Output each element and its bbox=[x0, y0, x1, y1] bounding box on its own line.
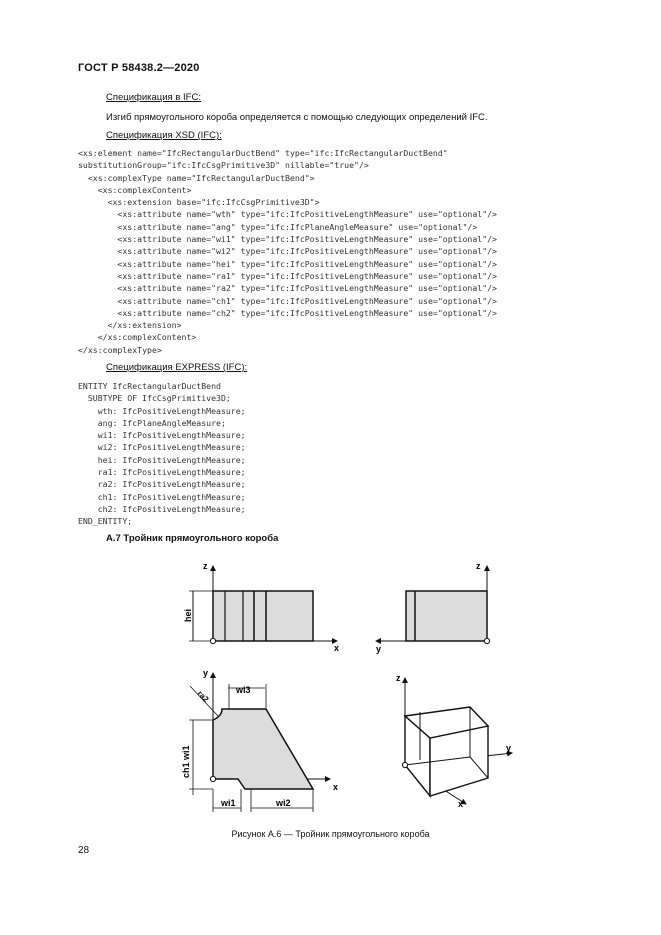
ra2-label: ra2 bbox=[195, 689, 211, 704]
xsd-code-block: <xs:element name="IfcRectangularDuctBend" type="ifc:IfcRectangularDuctBend" substitutionGroup="ifc:IfcCsgPrimitive3D" nillable="true"/> <xs:complexType name="IfcRectangularDuctBend"> <xs:complexContent> <xs:extension base="ifc:IfcCsgPrimitive3D"> <xs:attribute name="wth" type="ifc:IfcPositiveLengthMeasure" use="optional"/> <xs:attribute name="ang" type="ifc:IfcPlaneAngleMeasure" use="optional"/> <xs:attribute name="wi1" type="ifc:IfcPositiveLengthMeasure" use="optional"/> <xs:attribute name="wi2" type="ifc:IfcPositiveLengthMeasure" use="optional"/> <xs:attribute name="hei" type="ifc:IfcPositiveLengthMeasure" use="optional"/> <xs:attribute name="ra1" type="ifc:IfcPositiveLengthMeasure" use="optional"/> <xs:attribute name="ra2" type="ifc:IfcPositiveLengthMeasure" use="optional"/> <xs:attribute name="ch1" type="ifc:IfcPositiveLengthMeasure" use="optional"/> <xs:attribute name="ch2" type="ifc:IfcPositiveLengthMeasure" use="optional"/> </xs:extension> </xs:complexContent> </xs:complexType> bbox=[78, 148, 497, 355]
origin-point bbox=[210, 638, 215, 643]
origin-point bbox=[402, 762, 407, 767]
y-label: y bbox=[203, 668, 209, 678]
ch1wi1-label: ch1 wi1 bbox=[181, 745, 191, 778]
y-label: y bbox=[376, 644, 382, 654]
front-body bbox=[213, 591, 313, 641]
origin-point bbox=[210, 776, 215, 781]
wi3-label: wi3 bbox=[236, 685, 251, 695]
z-label: z bbox=[396, 673, 401, 683]
front-view bbox=[183, 561, 339, 653]
xsd-spec-heading: Спецификация XSD (IFC): bbox=[106, 130, 222, 141]
x-label: x bbox=[458, 799, 464, 809]
section-title: А.7 Тройник прямоугольного короба bbox=[106, 533, 279, 544]
x-label: x bbox=[333, 782, 339, 792]
page-number: 28 bbox=[78, 845, 90, 856]
ifc-spec-text: Изгиб прямоугольного короба определяется с помощью следующих определений IFC. bbox=[106, 112, 488, 123]
document-header: ГОСТ Р 58438.2—2020 bbox=[78, 62, 200, 74]
isometric-view bbox=[396, 673, 512, 809]
express-spec-heading: Спецификация EXPRESS (IFC): bbox=[106, 362, 248, 373]
side-body bbox=[406, 591, 487, 641]
hei-label: hei bbox=[183, 608, 193, 622]
origin-point bbox=[484, 638, 489, 643]
wi1-label: wi1 bbox=[221, 798, 236, 808]
side-view bbox=[376, 561, 490, 654]
top-body bbox=[213, 709, 313, 789]
figure-caption: Рисунок А.6 — Тройник прямоугольного короба bbox=[231, 829, 430, 839]
top-view bbox=[181, 668, 338, 812]
x-label: x bbox=[334, 643, 340, 653]
wi2-label: wi2 bbox=[276, 798, 291, 808]
z-label: z bbox=[203, 561, 208, 571]
express-code-block: ENTITY IfcRectangularDuctBend SUBTYPE OF IfcCsgPrimitive3D; wth: IfcPositiveLengthMeasure; ang: IfcPlaneAngleMeasure; wi1: IfcPositiveLengthMeasure; wi2: IfcPositiveLengthMeasure; hei: IfcPositiveLengthMeasure; ra1: IfcPositiveLengthMeasure; ra2: IfcPositiveLengthMeasure; ch1: IfcPositiveLengthMeasure; ch2: IfcPositiveLengthMeasure; END_ENTITY; bbox=[78, 381, 246, 527]
z-label: z bbox=[476, 561, 481, 571]
y-label: y bbox=[506, 743, 512, 753]
ifc-spec-heading: Спецификация в IFC: bbox=[106, 92, 201, 103]
